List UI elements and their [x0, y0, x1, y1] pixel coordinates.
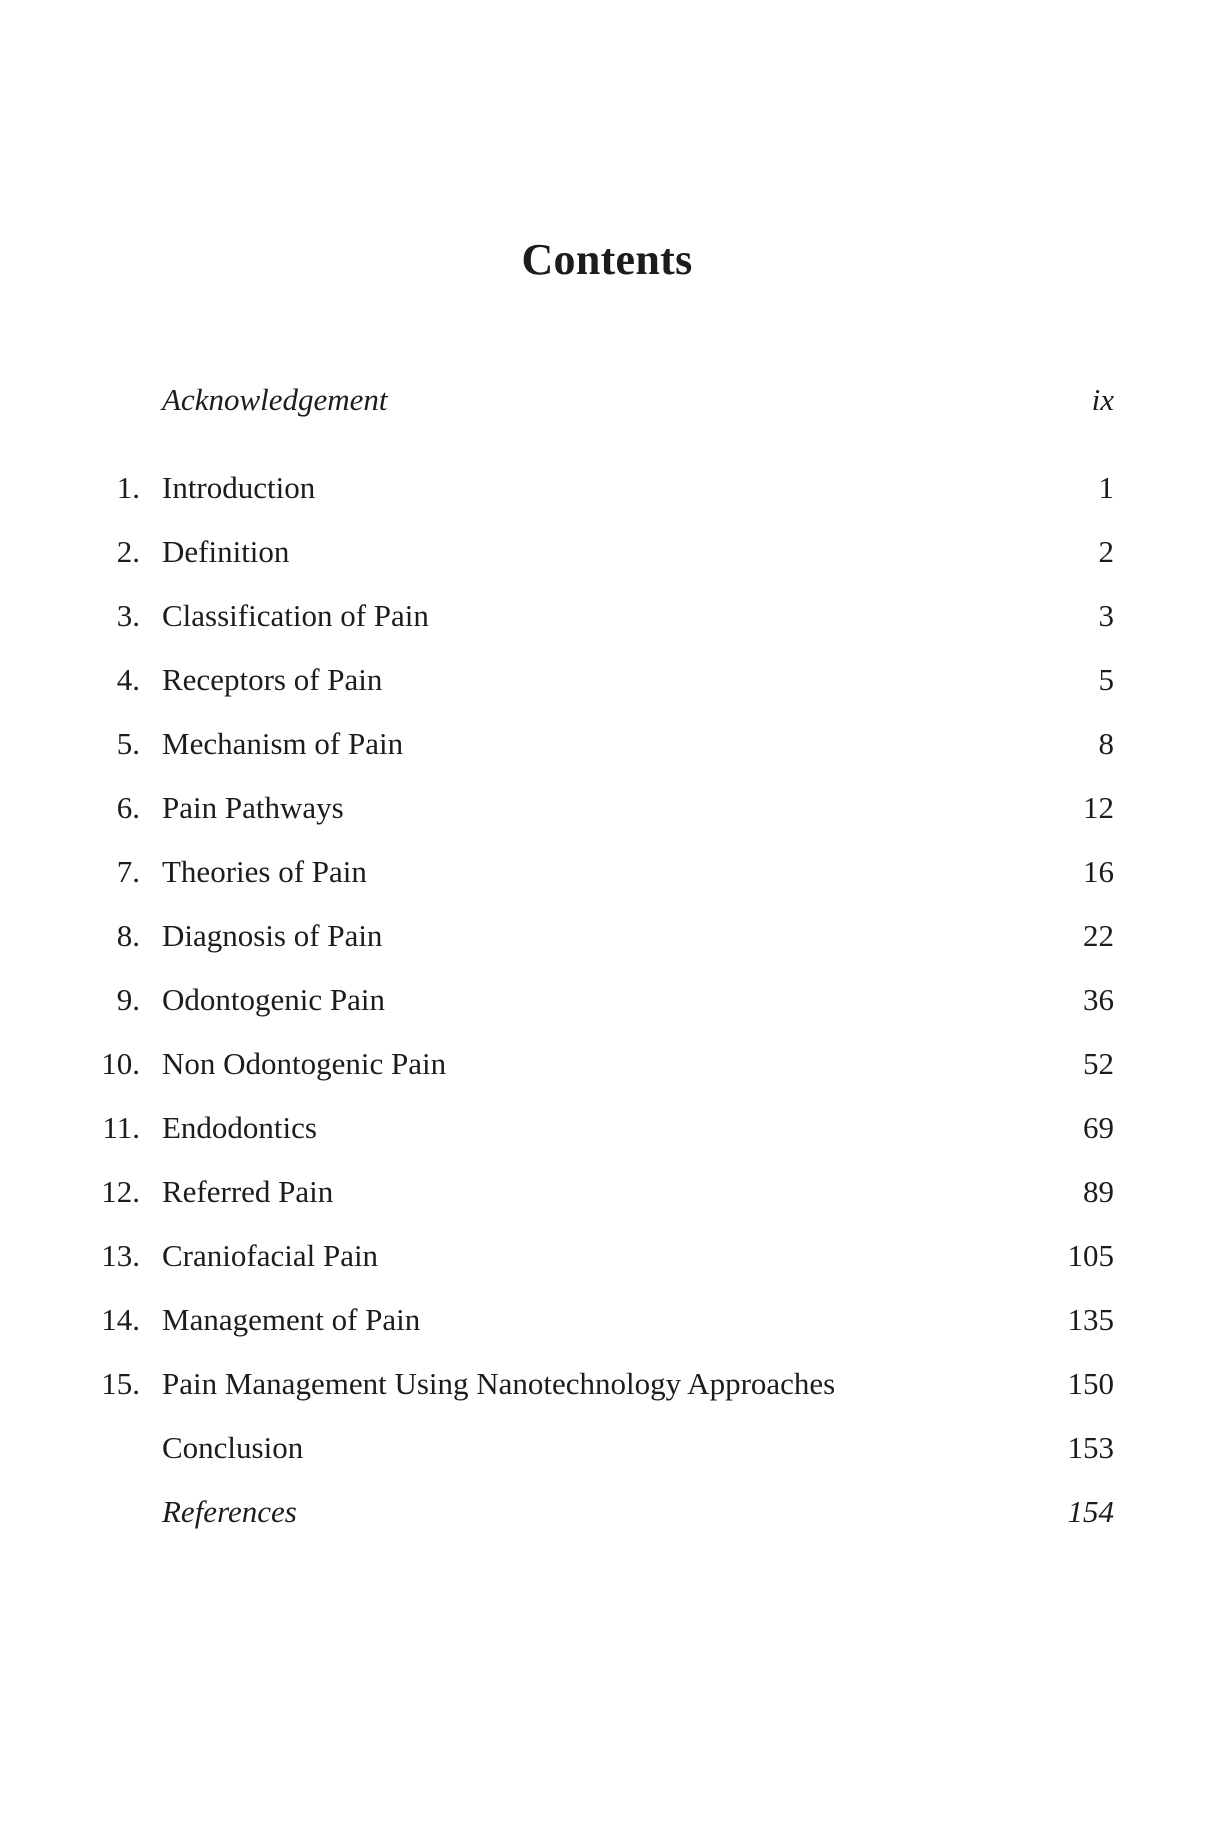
toc-entry-number: 10. — [101, 1046, 140, 1081]
toc-entry-conclusion — [0, 1416, 1214, 1480]
toc-entry — [0, 1160, 1214, 1224]
toc-entry-title: Mechanism of Pain — [162, 726, 404, 761]
toc-entry-page: 150 — [1067, 1366, 1114, 1401]
toc-entry-page: 16 — [1083, 854, 1114, 889]
toc-entry-title: Definition — [162, 534, 290, 569]
toc-entry-title: Management of Pain — [162, 1302, 421, 1337]
toc-entry-title: Conclusion — [162, 1430, 304, 1465]
toc-entry-title: References — [162, 1494, 297, 1529]
toc-entry-number: 1. — [116, 470, 140, 505]
toc-entry-page: 105 — [1067, 1238, 1114, 1273]
toc-entry-number: 9. — [116, 982, 140, 1017]
toc-entry-title: Endodontics — [162, 1110, 317, 1145]
toc-entry — [0, 840, 1214, 904]
toc-entry-number: 4. — [116, 662, 140, 697]
toc-entry-page: 5 — [1098, 662, 1114, 697]
table-of-contents — [0, 368, 1214, 1544]
toc-entry-title: Introduction — [162, 470, 316, 505]
toc-entry-title: Odontogenic Pain — [162, 982, 385, 1017]
toc-entry — [0, 1224, 1214, 1288]
toc-entry-page: 22 — [1083, 918, 1114, 953]
toc-entry — [0, 584, 1214, 648]
toc-entry-page: 36 — [1083, 982, 1114, 1017]
toc-entry-title: Acknowledgement — [162, 382, 388, 417]
toc-entry-page: 154 — [1067, 1494, 1114, 1529]
toc-entry-page: ix — [1091, 382, 1114, 417]
toc-entry — [0, 1288, 1214, 1352]
toc-entry-title: Diagnosis of Pain — [162, 918, 383, 953]
toc-entry-title: Craniofacial Pain — [162, 1238, 379, 1273]
toc-entry — [0, 1096, 1214, 1160]
toc-entry-page: 12 — [1083, 790, 1114, 825]
toc-entry-number: 5. — [116, 726, 140, 761]
toc-entry-references — [0, 1480, 1214, 1544]
toc-entry-number: 8. — [116, 918, 140, 953]
toc-entry — [0, 968, 1214, 1032]
toc-entry-number: 3. — [116, 598, 140, 633]
toc-entry-number: 2. — [116, 534, 140, 569]
toc-entry-number: 14. — [101, 1302, 140, 1337]
toc-entry-page: 89 — [1083, 1174, 1114, 1209]
toc-entry-page: 2 — [1098, 534, 1114, 569]
toc-entry-page: 52 — [1083, 1046, 1114, 1081]
toc-entry-page: 153 — [1067, 1430, 1114, 1465]
toc-entry-page: 8 — [1098, 726, 1114, 761]
page-title: Contents — [521, 235, 693, 284]
toc-entry-number: 13. — [101, 1238, 140, 1273]
toc-entry-number: 15. — [101, 1366, 140, 1401]
toc-entry-number: 11. — [102, 1110, 140, 1145]
toc-entry — [0, 776, 1214, 840]
toc-entry-page: 1 — [1098, 470, 1114, 505]
toc-entry-title: Referred Pain — [162, 1174, 334, 1209]
toc-entry — [0, 904, 1214, 968]
toc-entry-title: Receptors of Pain — [162, 662, 383, 697]
toc-entry — [0, 456, 1214, 520]
toc-entry — [0, 1352, 1214, 1416]
toc-entry-title: Pain Management Using Nanotechnology Approaches — [162, 1366, 836, 1401]
toc-entry-number: 12. — [101, 1174, 140, 1209]
toc-entry-title: Theories of Pain — [162, 854, 367, 889]
toc-entry — [0, 712, 1214, 776]
toc-entry-page: 135 — [1067, 1302, 1114, 1337]
toc-entry — [0, 648, 1214, 712]
toc-entry-number: 7. — [116, 854, 140, 889]
toc-entry-page: 3 — [1098, 598, 1114, 633]
toc-entry — [0, 1032, 1214, 1096]
toc-entry — [0, 520, 1214, 584]
toc-entry-title: Classification of Pain — [162, 598, 429, 633]
toc-entry-number: 6. — [116, 790, 140, 825]
toc-entry-title: Pain Pathways — [162, 790, 344, 825]
toc-entry-title: Non Odontogenic Pain — [162, 1046, 447, 1081]
toc-entry-acknowledgement — [0, 368, 1214, 432]
toc-entry-page: 69 — [1083, 1110, 1114, 1145]
